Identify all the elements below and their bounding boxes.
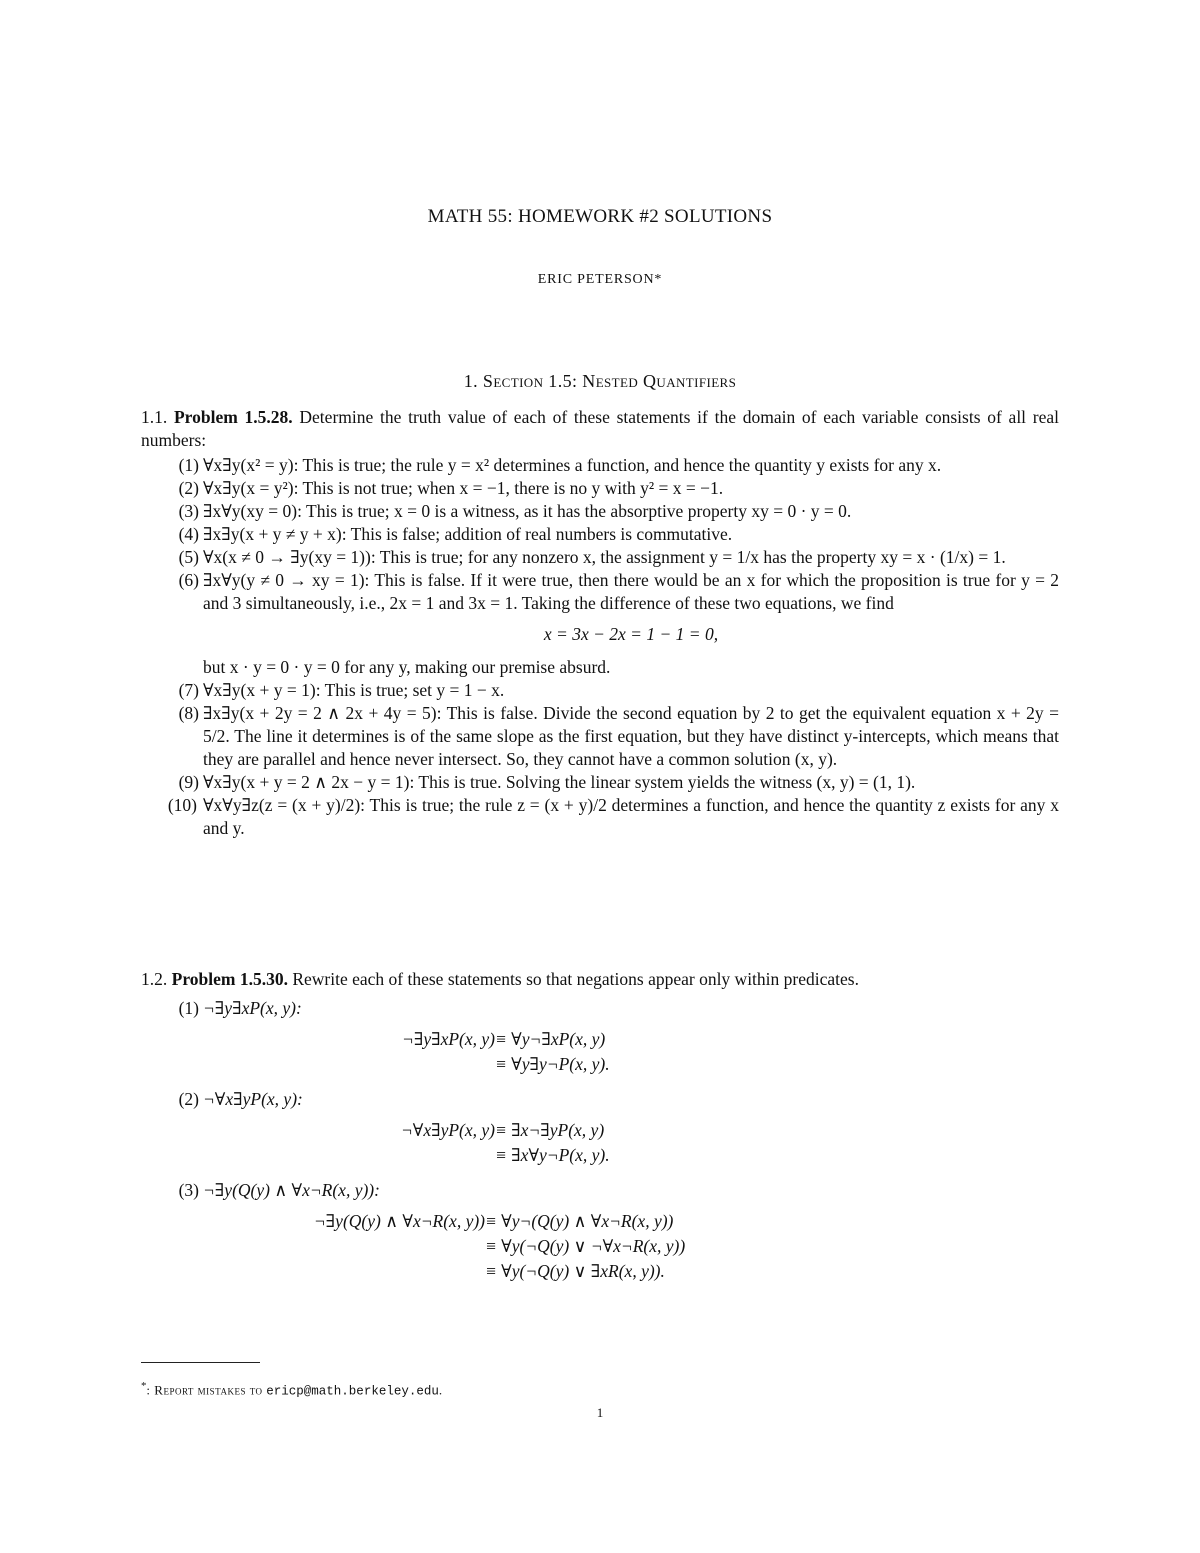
list-item [141,546,1059,569]
list-item [141,997,1059,1076]
item-number: (1) [178,455,199,475]
footnote-end: . [438,1382,443,1398]
item-text: ∀x(x ≠ 0 → ∃y(xy = 1)): This is true; for any nonzero x, the assignment y = 1/x has the property xy = x · (1/x) = 1. [203,547,1006,567]
problem-label: Problem 1.5.28. [173,407,293,427]
equation-rhs: ≡ ∀y¬(Q(y) ∧ ∀x¬R(x, y)) [485,1211,674,1231]
item-text: ∀x∃y(x² = y): This is true; the rule y = x² determines a function, and hence the quantity y exists for any x. [203,455,942,475]
display-equation: x = 3x − 2x = 1 − 1 = 0, [543,624,719,644]
item-text: ∃x∀y(xy = 0): This is true; x = 0 is a witness, as it has the absorptive property xy = 0 · y = 0. [203,501,852,521]
list-item [141,569,1059,679]
problem-block [141,968,1059,1295]
item-text: ¬∀x∃yP(x, y): [203,1089,303,1109]
problem-text: Rewrite each of these statements so that negations appear only within predicates. [292,969,859,989]
list-item [141,1088,1059,1167]
document-title: MATH 55: HOMEWORK #2 SOLUTIONS [427,206,773,227]
item-text: ∀x∃y(x = y²): This is not true; when x = −1, there is no y with y² = x = −1. [203,478,724,498]
item-text: ∃x∃y(x + y ≠ y + x): This is false; addition of real numbers is commutative. [203,524,733,544]
problem-number: 1.1. [141,407,168,427]
problem-number: 1.2. [141,969,168,989]
section-heading: 1. Section 1.5: Nested Quantifiers [463,371,737,391]
list-item [141,1179,1059,1283]
item-number: (3) [178,1180,199,1200]
item-continuation: but x · y = 0 · y = 0 for any y, making our premise absurd. [203,657,611,677]
item-text: ∀x∀y∃z(z = (x + y)/2): This is true; the rule z = (x + y)/2 determines a function, and hence the quantity z exists for any x and y. [203,795,1059,838]
answer-list [141,454,1059,840]
item-number: (4) [178,524,199,544]
item-number: (3) [178,501,199,521]
list-item [141,454,1059,477]
item-number: (7) [178,680,199,700]
equation-rhs: ≡ ∀y¬∃xP(x, y) [495,1029,606,1049]
problem-statement [141,968,1059,991]
equation-lhs: ¬∀x∃yP(x, y) [400,1120,495,1140]
footnote-text: : Report mistakes to [146,1382,267,1398]
aligned-equations [141,1119,1059,1167]
aligned-equations [141,1210,1059,1283]
footnote-rule [141,1362,260,1363]
footnote-mark: * [141,1380,147,1392]
item-text: ∃x∀y(y ≠ 0 → xy = 1): This is false. If it were true, then there would be an x for which the proposition is true for y = 2 and 3 simultaneously, i.e., 2x = 1 and 3x = 1. Taking the difference of these two equations, we find [203,570,1059,613]
item-number: (9) [178,772,199,792]
problem-block [141,406,1059,840]
equation-lhs: ¬∃y∃xP(x, y) [402,1029,495,1049]
item-number: (5) [178,547,199,567]
equation-rhs: ≡ ∀y∃y¬P(x, y). [495,1054,610,1074]
answer-list [141,997,1059,1283]
item-text: ¬∃y∃xP(x, y): [203,998,302,1018]
item-number: (6) [178,570,199,590]
item-number: (2) [178,1089,199,1109]
item-text: ∀x∃y(x + y = 1): This is true; set y = 1 − x. [203,680,505,700]
list-item [141,679,1059,702]
page-number: 1 [596,1405,604,1420]
equation-rhs: ≡ ∃x¬∃yP(x, y) [495,1120,605,1140]
list-item [141,771,1059,794]
problem-text: Determine the truth value of each of these statements if the domain of each variable consists of all real numbers: [141,407,1059,450]
problem-label: Problem 1.5.30. [171,969,288,989]
item-number: (8) [178,703,199,723]
list-item [141,794,1059,840]
item-number: (2) [178,478,199,498]
list-item [141,477,1059,500]
aligned-equations [141,1028,1059,1076]
equation-lhs: ¬∃y(Q(y) ∧ ∀x¬R(x, y)) [313,1211,485,1231]
item-text: ∀x∃y(x + y = 2 ∧ 2x − y = 1): This is true. Solving the linear system yields the witness (x, y) = (1, 1). [203,772,916,792]
equation-rhs: ≡ ∃x∀y¬P(x, y). [495,1145,610,1165]
item-text: ∃x∃y(x + 2y = 2 ∧ 2x + 4y = 5): This is false. Divide the second equation by 2 to get the equivalent equation x + 2y = 5/2. The line it determines is of the same slope as the first equation, but they have distinct y-intercepts, which means that they are parallel and hence never intersect. So, they cannot have a common solution (x, y). [203,703,1059,769]
list-item [141,500,1059,523]
equation-rhs: ≡ ∀y(¬Q(y) ∨ ∃xR(x, y)). [485,1261,665,1281]
item-number: (1) [178,998,199,1018]
footnote-email-link[interactable]: ericp@math.berkeley.edu [266,1384,439,1399]
list-item [141,702,1059,771]
list-item [141,523,1059,546]
item-text: ¬∃y(Q(y) ∧ ∀x¬R(x, y)): [203,1180,380,1200]
item-number: (10) [167,795,197,815]
footnote [141,1375,442,1403]
author-name: ERIC PETERSON* [537,272,663,287]
problem-statement [141,406,1059,452]
equation-rhs: ≡ ∀y(¬Q(y) ∨ ¬∀x¬R(x, y)) [485,1236,686,1256]
